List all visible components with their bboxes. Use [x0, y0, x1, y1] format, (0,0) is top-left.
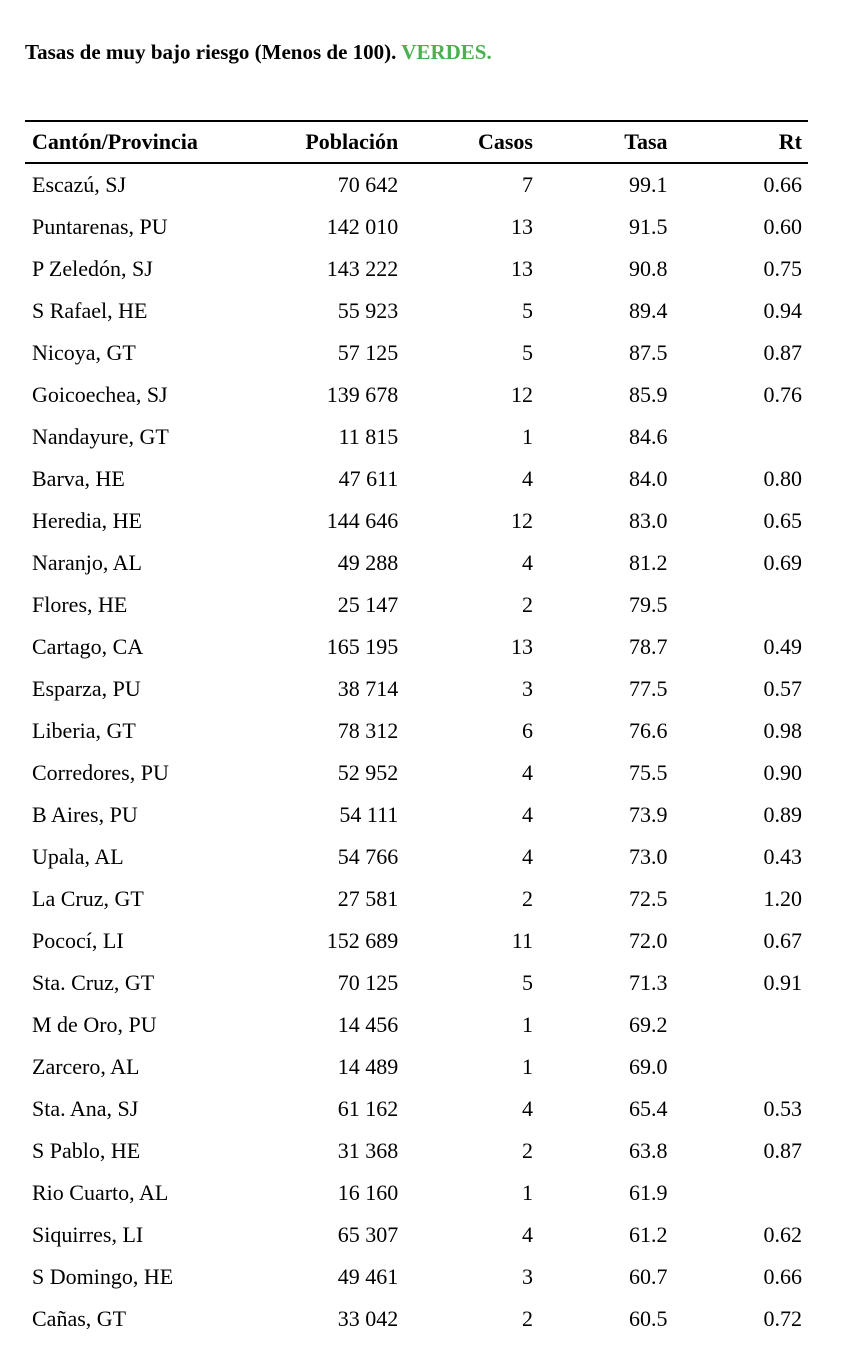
cell-population: 65 307 [337, 1222, 399, 1247]
cell-rate: 99.1 [629, 172, 668, 197]
cell-population: 47 611 [338, 466, 399, 491]
table-row [25, 710, 808, 752]
cell-canton: B Aires, PU [32, 802, 138, 827]
cell-rt: 0.75 [763, 256, 802, 281]
table-row [25, 668, 808, 710]
cell-cases: 12 [510, 508, 533, 533]
cell-rt: 0.65 [763, 508, 802, 533]
header-rt: Rt [668, 121, 808, 163]
cell-rt: 0.94 [763, 298, 802, 323]
cell-cases: 6 [521, 718, 533, 743]
cell-population: 55 923 [337, 298, 399, 323]
cell-canton: S Pablo, HE [32, 1138, 141, 1163]
cell-canton: Liberia, GT [32, 718, 136, 743]
table-row [25, 752, 808, 794]
cell-rt: 0.87 [763, 340, 802, 365]
cell-rt: 0.60 [763, 214, 802, 239]
title-main: Tasas de muy bajo riesgo (Menos de 100). [25, 40, 397, 64]
cell-canton: Corredores, PU [32, 760, 169, 785]
cell-cases: 13 [510, 256, 533, 281]
cell-cases: 2 [521, 1138, 533, 1163]
cell-rate: 79.5 [629, 592, 668, 617]
cell-canton: Cartago, CA [32, 634, 144, 659]
cell-population: 52 952 [337, 760, 399, 785]
cell-rate: 60.7 [629, 1264, 668, 1289]
table-row [25, 962, 808, 1004]
cell-rt: 0.89 [763, 802, 802, 827]
cell-cases: 7 [521, 172, 533, 197]
cell-cases: 5 [521, 340, 533, 365]
cell-cases: 1 [521, 1180, 533, 1205]
cell-cases: 2 [521, 886, 533, 911]
cell-cases: 4 [521, 802, 533, 827]
table-row [25, 878, 808, 920]
cell-rt [668, 1172, 808, 1214]
cell-rt: 1.20 [763, 886, 802, 911]
table-row [25, 1298, 808, 1340]
cell-population: 70 642 [337, 172, 399, 197]
cell-rate: 81.2 [629, 550, 668, 575]
cell-cases: 11 [511, 928, 533, 953]
cell-population: 78 312 [337, 718, 399, 743]
cell-rate: 72.0 [629, 928, 668, 953]
table-row [25, 206, 808, 248]
cell-population: 143 222 [326, 256, 399, 281]
header-canton: Cantón/Provincia [25, 121, 236, 163]
cell-rate: 91.5 [629, 214, 668, 239]
table-row [25, 1256, 808, 1298]
table-row [25, 836, 808, 878]
cell-canton: Nandayure, GT [32, 424, 169, 449]
cell-canton: Sta. Cruz, GT [32, 970, 155, 995]
cell-population: 144 646 [326, 508, 399, 533]
cell-cases: 2 [521, 592, 533, 617]
cell-rate: 90.8 [629, 256, 668, 281]
cell-population: 139 678 [326, 382, 399, 407]
cell-rate: 73.0 [629, 844, 668, 869]
cell-population: 14 456 [337, 1012, 399, 1037]
cell-population: 27 581 [337, 886, 399, 911]
cell-rate: 69.2 [629, 1012, 668, 1037]
cell-rt: 0.49 [763, 634, 802, 659]
cell-rt: 0.62 [763, 1222, 802, 1247]
cell-rate: 61.2 [629, 1222, 668, 1247]
table-row [25, 248, 808, 290]
cell-canton: Cañas, GT [32, 1306, 127, 1331]
header-cases: Casos [398, 121, 533, 163]
cell-canton: Pococí, LI [32, 928, 124, 953]
cell-rt: 0.72 [763, 1306, 802, 1331]
cell-canton: Upala, AL [32, 844, 124, 869]
cell-rate: 71.3 [629, 970, 668, 995]
cell-rt: 0.57 [763, 676, 802, 701]
cell-population: 38 714 [337, 676, 399, 701]
cell-rate: 72.5 [629, 886, 668, 911]
table-row [25, 458, 808, 500]
cell-canton: Esparza, PU [32, 676, 141, 701]
table-row [25, 584, 808, 626]
table-row [25, 794, 808, 836]
cell-rt: 0.67 [763, 928, 802, 953]
cell-canton: Nicoya, GT [32, 340, 136, 365]
cell-rate: 63.8 [629, 1138, 668, 1163]
cell-canton: M de Oro, PU [32, 1012, 157, 1037]
cell-population: 16 160 [337, 1180, 399, 1205]
cell-rate: 83.0 [629, 508, 668, 533]
cell-canton: La Cruz, GT [32, 886, 144, 911]
cell-population: 142 010 [326, 214, 399, 239]
cell-canton: Rio Cuarto, AL [32, 1180, 169, 1205]
cell-population: 31 368 [337, 1138, 399, 1163]
table-row [25, 500, 808, 542]
cell-rt: 0.87 [763, 1138, 802, 1163]
table-body [25, 163, 808, 1340]
cell-population: 57 125 [337, 340, 399, 365]
table-row [25, 626, 808, 668]
cell-rate: 65.4 [629, 1096, 668, 1121]
cell-canton: Sta. Ana, SJ [32, 1096, 139, 1121]
cell-canton: Puntarenas, PU [32, 214, 168, 239]
cell-rt: 0.90 [763, 760, 802, 785]
cell-rt [668, 416, 808, 458]
cell-rate: 84.0 [629, 466, 668, 491]
cell-rt: 0.53 [763, 1096, 802, 1121]
cell-cases: 2 [521, 1306, 533, 1331]
cell-canton: Goicoechea, SJ [32, 382, 168, 407]
table-header-row [25, 121, 808, 163]
title-accent: VERDES. [401, 40, 492, 64]
cell-population: 61 162 [337, 1096, 399, 1121]
cell-canton: S Domingo, HE [32, 1264, 174, 1289]
cell-canton: Naranjo, AL [32, 550, 142, 575]
cell-rt [668, 584, 808, 626]
cell-rate: 87.5 [629, 340, 668, 365]
table-row [25, 163, 808, 206]
cell-cases: 3 [521, 676, 533, 701]
cell-cases: 4 [521, 1096, 533, 1121]
cell-rate: 76.6 [629, 718, 668, 743]
cell-population: 152 689 [326, 928, 399, 953]
cell-canton: Heredia, HE [32, 508, 142, 533]
cell-rate: 89.4 [629, 298, 668, 323]
cell-canton: Siquirres, LI [32, 1222, 144, 1247]
cell-population: 14 489 [337, 1054, 399, 1079]
cell-cases: 1 [521, 1012, 533, 1037]
cell-population: 25 147 [337, 592, 399, 617]
risk-table [25, 120, 808, 1340]
table-row [25, 1004, 808, 1046]
cell-cases: 4 [521, 550, 533, 575]
cell-rt: 0.98 [763, 718, 802, 743]
cell-rate: 77.5 [629, 676, 668, 701]
cell-population: 70 125 [337, 970, 399, 995]
cell-rt: 0.91 [763, 970, 802, 995]
table-row [25, 374, 808, 416]
cell-canton: Escazú, SJ [32, 172, 127, 197]
cell-canton: Zarcero, AL [32, 1054, 140, 1079]
cell-rate: 61.9 [629, 1180, 668, 1205]
cell-cases: 4 [521, 1222, 533, 1247]
cell-rate: 69.0 [629, 1054, 668, 1079]
cell-cases: 1 [521, 1054, 533, 1079]
cell-rate: 84.6 [629, 424, 668, 449]
page-title [25, 40, 492, 65]
cell-cases: 4 [521, 466, 533, 491]
cell-canton: S Rafael, HE [32, 298, 148, 323]
cell-cases: 4 [521, 760, 533, 785]
cell-cases: 1 [521, 424, 533, 449]
table-row [25, 1088, 808, 1130]
cell-rate: 85.9 [629, 382, 668, 407]
table-row [25, 332, 808, 374]
cell-rt [668, 1004, 808, 1046]
cell-cases: 13 [510, 634, 533, 659]
cell-rt: 0.76 [763, 382, 802, 407]
table-row [25, 1214, 808, 1256]
cell-rate: 75.5 [629, 760, 668, 785]
cell-population: 33 042 [337, 1306, 399, 1331]
cell-rate: 60.5 [629, 1306, 668, 1331]
cell-population: 54 766 [337, 844, 399, 869]
table-row [25, 1046, 808, 1088]
cell-rate: 73.9 [629, 802, 668, 827]
cell-canton: Flores, HE [32, 592, 128, 617]
table-row [25, 542, 808, 584]
cell-population: 49 461 [337, 1264, 399, 1289]
cell-cases: 4 [521, 844, 533, 869]
cell-rt: 0.66 [763, 1264, 802, 1289]
table-row [25, 416, 808, 458]
cell-cases: 3 [521, 1264, 533, 1289]
cell-population: 11 815 [338, 424, 399, 449]
header-rate: Tasa [533, 121, 668, 163]
cell-rt [668, 1046, 808, 1088]
table-row [25, 920, 808, 962]
cell-rt: 0.43 [763, 844, 802, 869]
cell-population: 49 288 [337, 550, 399, 575]
cell-cases: 13 [510, 214, 533, 239]
cell-cases: 5 [521, 970, 533, 995]
table-row [25, 1172, 808, 1214]
table-row [25, 290, 808, 332]
cell-population: 54 111 [339, 802, 399, 827]
cell-rate: 78.7 [629, 634, 668, 659]
table-row [25, 1130, 808, 1172]
cell-canton: Barva, HE [32, 466, 125, 491]
header-population: Población [236, 121, 398, 163]
cell-canton: P Zeledón, SJ [32, 256, 153, 281]
cell-rt: 0.66 [763, 172, 802, 197]
cell-cases: 12 [510, 382, 533, 407]
cell-rt: 0.80 [763, 466, 802, 491]
cell-rt: 0.69 [763, 550, 802, 575]
cell-cases: 5 [521, 298, 533, 323]
cell-population: 165 195 [326, 634, 399, 659]
